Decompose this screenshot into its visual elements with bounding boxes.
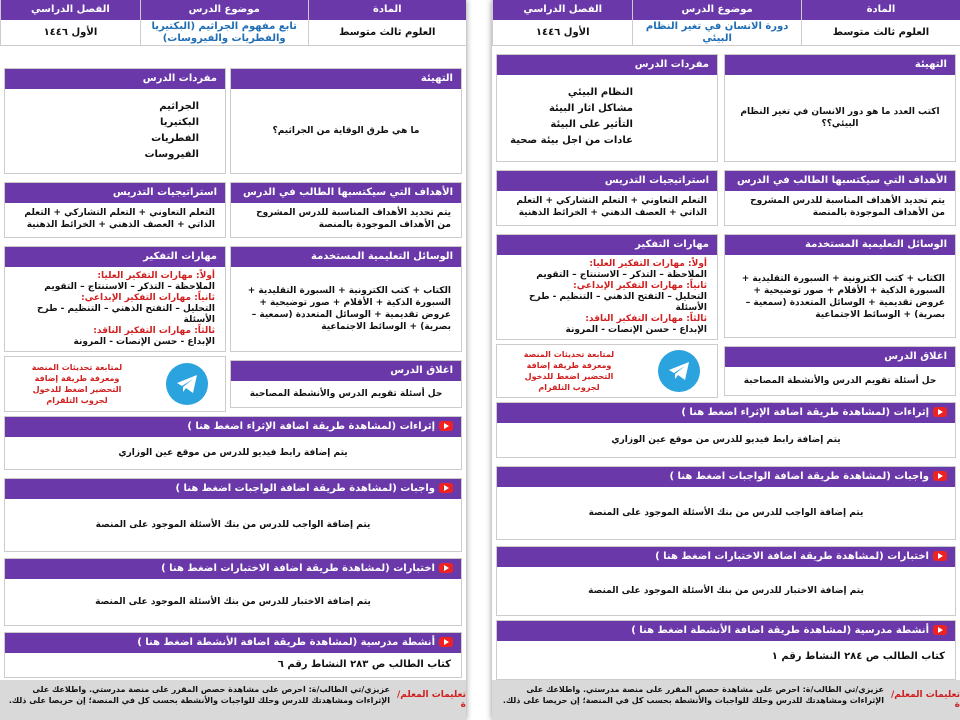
telegram-promo[interactable] (496, 344, 718, 398)
warmup-box (724, 54, 956, 162)
youtube-icon[interactable] (933, 407, 947, 417)
tests-title[interactable]: اختبارات (لمشاهدة طريقة اضافة الاختبارات اضغط هنا ) (161, 563, 435, 574)
thinking-1: الملاحظة – التذكر – الاستنتاج – التقويم (44, 282, 215, 292)
subject-label: المادة (309, 0, 466, 20)
thinking-2: التحليل – التفتح الذهني – التنظيم - طرح الأسئلة (36, 304, 215, 325)
telegram-promo-text[interactable]: لمتابعة تحديثات المنصة ومعرفة طريقة إضافة التحضير اضغط للدخول لجروب التلقرام (523, 350, 615, 392)
homework-title[interactable]: واجبات (لمشاهدة طريقة اضافة الواجبات اضغط هنا ) (175, 483, 435, 494)
teacher-notes-label: تعليمات المعلم/ة (397, 690, 466, 710)
thinking-2-title: ثانياً: مهارات التفكير الإبداعي: (81, 293, 215, 303)
thinking-1-title: أولاً: مهارات التفكير العليا: (589, 259, 707, 269)
activities-box (496, 620, 956, 680)
activities-link[interactable] (5, 633, 461, 653)
teacher-notes (0, 680, 466, 720)
semester-label: الفصل الدراسي (493, 0, 632, 20)
activities-text: كتاب الطالب ص ٢٨٤ النشاط رقم ١ (771, 651, 945, 662)
homework-link[interactable] (497, 467, 955, 487)
enrich-link[interactable] (5, 417, 461, 437)
strategies-text: التعلم التعاوني + التعلم التشاركي + التعلم الذاتي + العصف الذهني + الخرائط الذهنية (24, 208, 215, 230)
telegram-icon[interactable] (166, 363, 208, 405)
thinking-3-title: ثالثاً: مهارات التفكير الناقد: (585, 314, 707, 324)
subject-value: العلوم ثالث متوسط (339, 26, 436, 38)
closing-box (724, 346, 956, 396)
subject-value: العلوم ثالث متوسط (832, 26, 930, 38)
vocab-box (4, 68, 226, 174)
vocab-item: التأثير على البيئة (550, 119, 633, 130)
homework-box (496, 466, 956, 540)
goals-text: يتم تحديد الأهداف المناسبة للدرس المشروح من الأهداف الموجودة بالمنصة (256, 208, 451, 230)
media-box (724, 234, 956, 338)
thinking-1-title: أولاً: مهارات التفكير العليا: (97, 271, 215, 281)
media-title: الوسائل التعليمية المستخدمة (725, 235, 955, 255)
youtube-icon[interactable] (933, 625, 947, 635)
thinking-title: مهارات التفكير (497, 235, 717, 255)
enrich-link[interactable] (497, 403, 955, 423)
teacher-notes (492, 680, 960, 720)
goals-title: الأهداف التي سيكتسبها الطالب في الدرس (725, 171, 955, 191)
topic-value: تابع مفهوم الجراثيم (البكتيريا والفطريات والفيروسات) (151, 20, 297, 44)
thinking-2-title: ثانياً: مهارات التفكير الإبداعي: (573, 281, 707, 291)
vocab-item: الفيروسات (144, 149, 199, 160)
homework-text: يتم إضافة الواجب للدرس من بنك الأسئلة الموجود على المنصة (95, 520, 371, 530)
youtube-icon[interactable] (439, 421, 453, 431)
strategies-title: استراتيجيات التدريس (5, 183, 225, 203)
youtube-icon[interactable] (933, 471, 947, 481)
lesson-plan-page-right (492, 0, 960, 720)
teacher-notes-label: تعليمات المعلم/ة (891, 690, 960, 710)
warmup-title: التهيئة (231, 69, 461, 89)
youtube-icon[interactable] (439, 637, 453, 647)
thinking-3-title: ثالثاً: مهارات التفكير الناقد: (93, 326, 215, 336)
vocab-title: مفردات الدرس (5, 69, 225, 89)
media-text: الكتاب + كتب الكترونية + السبورة التقليدية + السبورة الذكية + الأقلام + صور توضيحية + عروض تقديمية + الوسائل المتعددة (سمعية – بصرية) + الوسائط الاجتماعية (247, 286, 451, 332)
telegram-promo-text[interactable]: لمتابعة تحديثات المنصة ومعرفة طريقة إضافة التحضير اضغط للدخول لجروب التلقرام (31, 363, 123, 405)
subject-label: المادة (802, 0, 960, 20)
thinking-box (4, 246, 226, 352)
strategies-text: التعلم التعاوني + التعلم التشاركي + التعلم الذاتي + العصف الذهني + الخرائط الذهنية (516, 196, 707, 218)
topic-value: دورة الانسان في تغير النظام البيئي (645, 20, 789, 44)
tests-link[interactable] (497, 547, 955, 567)
activities-box (4, 632, 462, 678)
media-text: الكتاب + كتب الكترونية + السبورة التقليدية + السبورة الذكية + الأقلام + صور توضيحية + عروض تقديمية + الوسائل المتعددة (سمعية – بصرية) + الوسائط الاجتماعية (741, 274, 945, 320)
thinking-1: الملاحظة – التذكر – الاستنتاج – التقويم (536, 270, 707, 280)
strategies-title: استراتيجيات التدريس (497, 171, 717, 191)
telegram-icon[interactable] (658, 350, 700, 392)
vocab-item: البكتيريا (160, 117, 199, 128)
semester-value: الأول ١٤٤٦ (535, 26, 590, 38)
vocab-item: الجراثيم (159, 101, 199, 112)
topic-label: موضوع الدرس (141, 0, 308, 20)
enrich-text: يتم إضافة رابط فيديو للدرس من موقع عين الوزاري (611, 435, 841, 445)
enrich-text: يتم إضافة رابط فيديو للدرس من موقع عين الوزاري (118, 448, 348, 458)
tests-box (496, 546, 956, 616)
activities-title[interactable]: أنشطة مدرسية (لمشاهدة طريقة اضافة الأنشطة اضغط هنا ) (631, 625, 929, 636)
goals-title: الأهداف التي سيكتسبها الطالب في الدرس (231, 183, 461, 203)
activities-text: كتاب الطالب ص ٢٨٣ النشاط رقم ٦ (277, 659, 451, 670)
semester-label: الفصل الدراسي (1, 0, 140, 20)
tests-title[interactable]: اختبارات (لمشاهدة طريقة اضافة الاختبارات اضغط هنا ) (655, 551, 929, 562)
enrich-title[interactable]: إثراءات (لمشاهدة طريقة اضافة الإثراء اضغط هنا ) (187, 421, 435, 432)
teacher-notes-text: عزيزي/تي الطالب/ة: احرص على مشاهدة حصص المقرر على منصة مدرستي. واطلاعك على الإثراءات ومشاهدتك للدرس وحلك للواجبات والأنشطة بحسب كل في المنصة؛ إن حريصا على ذلك. (8, 685, 390, 705)
closing-title: اغلاق الدرس (725, 347, 955, 367)
vocab-item: عادات من اجل بيئة صحية (510, 135, 633, 146)
semester-value: الأول ١٤٤٦ (43, 26, 98, 38)
lesson-plan-page-left (0, 0, 466, 720)
tests-link[interactable] (5, 559, 461, 579)
thinking-3: الإبداع - حسن الإنصات - المرونة (73, 337, 215, 347)
strategies-box (4, 182, 226, 238)
goals-box (724, 170, 956, 226)
tests-text: يتم إضافة الاختبار للدرس من بنك الأسئلة الموجود على المنصة (95, 597, 371, 607)
strategies-box (496, 170, 718, 226)
enrich-box (496, 402, 956, 458)
topic-label: موضوع الدرس (633, 0, 800, 20)
vocab-item: النظام البيئي (567, 87, 633, 98)
enrich-box (4, 416, 462, 470)
vocab-box (496, 54, 718, 162)
goals-box (230, 182, 462, 238)
telegram-promo[interactable] (4, 356, 226, 412)
warmup-title: التهيئة (725, 55, 955, 75)
tests-text: يتم إضافة الاختبار للدرس من بنك الأسئلة الموجود على المنصة (588, 586, 864, 596)
homework-title[interactable]: واجبات (لمشاهدة طريقة اضافة الواجبات اضغط هنا ) (669, 471, 929, 482)
youtube-icon[interactable] (439, 563, 453, 573)
media-box (230, 246, 462, 352)
header-table (0, 0, 466, 46)
vocab-item: مشاكل اثار البيئة (548, 103, 633, 114)
warmup-box (230, 68, 462, 174)
closing-box (230, 360, 462, 408)
warmup-text: ما هي طرق الوقاية من الجراثيم؟ (272, 126, 420, 136)
youtube-icon[interactable] (439, 483, 453, 493)
homework-text: يتم إضافة الواجب للدرس من بنك الأسئلة الموجود على المنصة (588, 508, 864, 518)
teacher-notes-text: عزيزي/تي الطالب/ة: احرص على مشاهدة حصص المقرر على منصة مدرستي. واطلاعك على الإثراءات ومشاهدتك للدرس وحلك للواجبات والأنشطة بحسب كل في المنصة؛ إن حريصا على ذلك. (502, 685, 884, 705)
vocab-title: مفردات الدرس (497, 55, 717, 75)
closing-text: حل أسئلة تقويم الدرس والأنشطة المصاحبة (249, 389, 443, 399)
homework-link[interactable] (5, 479, 461, 499)
thinking-2: التحليل – التفتح الذهني – التنظيم - طرح الأسئلة (528, 292, 707, 313)
warmup-text: اكتب العدد ما هو دور الانسان في تغير النظام البيئي؟؟ (740, 107, 940, 129)
media-title: الوسائل التعليمية المستخدمة (231, 247, 461, 267)
vocab-item: الفطريات (151, 133, 199, 144)
closing-text: حل أسئلة تقويم الدرس والأنشطة المصاحبة (743, 376, 937, 386)
activities-link[interactable] (497, 621, 955, 641)
thinking-3: الإبداع - حسن الإنصات - المرونة (565, 325, 707, 335)
activities-title[interactable]: أنشطة مدرسية (لمشاهدة طريقة اضافة الأنشطة اضغط هنا ) (137, 637, 435, 648)
closing-title: اغلاق الدرس (231, 361, 461, 381)
thinking-box (496, 234, 718, 340)
youtube-icon[interactable] (933, 551, 947, 561)
thinking-title: مهارات التفكير (5, 247, 225, 267)
goals-text: يتم تحديد الأهداف المناسبة للدرس المشروح من الأهداف الموجودة بالمنصة (750, 196, 945, 218)
homework-box (4, 478, 462, 552)
tests-box (4, 558, 462, 626)
enrich-title[interactable]: إثراءات (لمشاهدة طريقة اضافة الإثراء اضغط هنا ) (681, 407, 929, 418)
header-table (492, 0, 960, 46)
